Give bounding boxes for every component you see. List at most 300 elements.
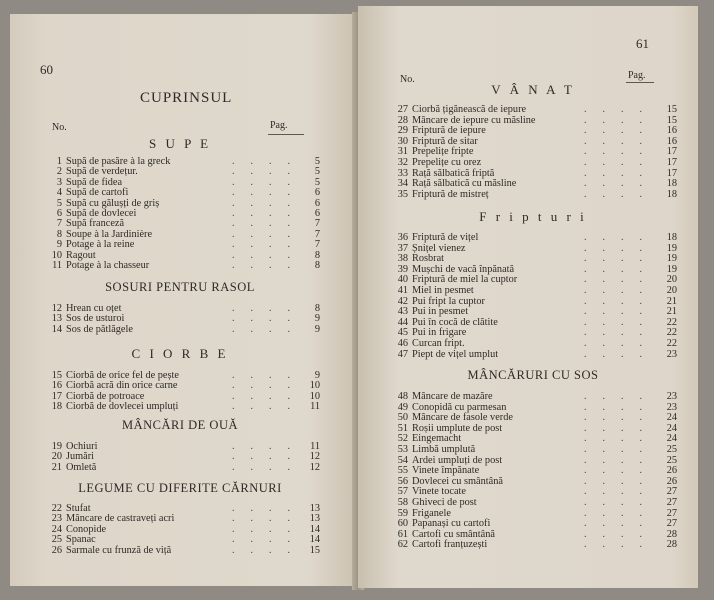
section-title: V Â N A T — [491, 82, 575, 97]
entry-title: Supă franceză — [66, 218, 125, 230]
entry-number: 7 — [56, 218, 62, 230]
entry-number: 3 — [56, 176, 62, 188]
entry-page: 17 — [666, 167, 677, 179]
entry-number: 29 — [397, 125, 408, 137]
entry-page: 9 — [314, 370, 320, 381]
entry-title: Ciorbă acră din orice carne — [66, 380, 178, 392]
entry-number: 33 — [397, 167, 408, 179]
entry-page: 23 — [666, 348, 677, 360]
leader-dots: .... — [232, 249, 306, 261]
leader-dots: .... — [232, 197, 306, 209]
entry-page: 15 — [666, 114, 677, 126]
leader-dots: .... — [584, 125, 658, 137]
toc-entry — [50, 545, 320, 556]
entry-title: Conopidă cu parmesan — [412, 401, 507, 413]
leader-dots: .... — [584, 263, 658, 275]
entry-page: 17 — [666, 146, 677, 158]
leader-dots: .... — [232, 176, 306, 188]
entry-number: 1 — [56, 156, 62, 167]
toc-entry — [50, 503, 320, 514]
entry-number: 20 — [51, 451, 62, 463]
toc-entry — [396, 136, 690, 147]
entry-page: 18 — [666, 232, 677, 243]
entry-title: Șnițel vienez — [412, 242, 466, 254]
entry-page: 24 — [666, 422, 677, 434]
toc-entry — [396, 243, 690, 254]
leader-dots: .... — [584, 518, 658, 530]
header-rule — [268, 134, 304, 135]
entry-number: 34 — [397, 178, 408, 190]
toc-entry — [396, 306, 690, 317]
entry-number: 32 — [397, 157, 408, 168]
entry-number: 31 — [397, 146, 408, 158]
entry-title: Ciorbă țigănească de iepure — [412, 104, 527, 115]
toc-entry — [50, 187, 320, 198]
entry-title: Friganele — [412, 507, 451, 519]
toc-entry — [396, 285, 690, 296]
toc-entry — [396, 402, 690, 413]
leader-dots: .... — [232, 239, 306, 251]
entry-page: 6 — [314, 208, 320, 219]
entry-title: Friptură de iepure — [412, 125, 486, 137]
toc-entry — [50, 391, 320, 402]
leader-dots: .... — [232, 260, 306, 271]
leader-dots: .... — [584, 295, 658, 307]
entry-number: 55 — [397, 465, 408, 477]
toc-entry — [396, 444, 690, 455]
entry-number: 14 — [51, 323, 62, 335]
entry-number: 50 — [397, 412, 408, 424]
entry-page: 24 — [666, 433, 677, 445]
toc-entry — [50, 250, 320, 261]
toc-entry — [396, 146, 690, 157]
leader-dots: .... — [232, 461, 306, 473]
toc-entry — [50, 198, 320, 209]
entry-title: Mâncare de iepure cu măsline — [412, 114, 536, 126]
entry-number: 30 — [397, 135, 408, 147]
entry-page: 18 — [666, 178, 677, 190]
leader-dots: .... — [232, 390, 306, 402]
leader-dots: .... — [584, 327, 658, 339]
col-pag-header: Pag. — [270, 120, 288, 131]
entry-page: 16 — [666, 125, 677, 137]
entry-number: 25 — [51, 534, 62, 546]
entry-title: Prepelițe fripte — [412, 146, 474, 158]
entry-number: 18 — [51, 401, 62, 413]
entry-number: 4 — [56, 187, 62, 199]
entry-title: Hrean cu oțet — [66, 303, 122, 314]
leader-dots: .... — [584, 401, 658, 413]
leader-dots: .... — [232, 370, 306, 381]
leader-dots: .... — [584, 507, 658, 519]
toc-entry — [396, 539, 690, 550]
toc-entry — [50, 534, 320, 545]
toc-entry — [50, 313, 320, 324]
entry-title: Spanac — [66, 534, 96, 546]
entry-number: 36 — [397, 232, 408, 243]
col-pag-header-right: Pag. — [628, 70, 646, 81]
leader-dots: .... — [584, 539, 658, 551]
toc-entry — [396, 157, 690, 168]
entry-page: 25 — [666, 454, 677, 466]
page-number-left: 60 — [40, 62, 53, 77]
entry-number: 22 — [51, 503, 62, 514]
entry-title: Sarmale cu frunză de viță — [66, 544, 172, 556]
entry-title: Papanași cu cartofi — [412, 518, 491, 530]
entry-number: 8 — [56, 228, 62, 240]
entry-page: 19 — [666, 242, 677, 254]
entry-title: Miel in pesmet — [412, 285, 474, 296]
entry-title: Supă de pasăre à la greck — [66, 156, 171, 167]
entry-number: 48 — [397, 391, 408, 402]
entry-title: Soupe à la Jardinière — [66, 228, 153, 240]
toc-entry — [396, 232, 690, 243]
entry-page: 11 — [310, 441, 320, 452]
toc-entry — [50, 166, 320, 177]
leader-dots: .... — [232, 534, 306, 546]
toc-entry — [396, 433, 690, 444]
entry-number: 26 — [51, 544, 62, 556]
leader-dots: .... — [584, 306, 658, 318]
entry-number: 38 — [397, 253, 408, 265]
entry-number: 53 — [397, 444, 408, 455]
leader-dots: .... — [584, 242, 658, 254]
entry-title: Rață sălbatică friptă — [412, 167, 495, 179]
entry-title: Potage à la reine — [66, 239, 135, 251]
entry-page: 13 — [309, 503, 320, 514]
entry-title: Curcan fript. — [412, 338, 465, 349]
page-number-right: 61 — [636, 36, 649, 51]
entry-page: 15 — [666, 104, 677, 115]
leader-dots: .... — [584, 444, 658, 455]
toc-entry — [396, 455, 690, 466]
entry-number: 15 — [51, 370, 62, 381]
toc-entry — [50, 218, 320, 229]
entry-title: Friptură de mistreț — [412, 188, 489, 200]
leader-dots: .... — [584, 114, 658, 126]
leader-dots: .... — [232, 523, 306, 535]
entry-page: 19 — [666, 253, 677, 265]
toc-entry — [396, 296, 690, 307]
toc-entry — [50, 229, 320, 240]
entry-page: 20 — [666, 285, 677, 296]
toc-entry — [396, 497, 690, 508]
leader-dots: .... — [232, 323, 306, 335]
entry-page: 21 — [666, 306, 677, 318]
entry-number: 37 — [397, 242, 408, 254]
leader-dots: .... — [232, 313, 306, 325]
entry-page: 23 — [666, 401, 677, 413]
leader-dots: .... — [232, 208, 306, 219]
entry-page: 18 — [666, 188, 677, 200]
entry-page: 22 — [666, 327, 677, 339]
entry-title: Ragout — [66, 249, 96, 261]
leader-dots: .... — [584, 412, 658, 424]
leader-dots: .... — [584, 454, 658, 466]
toc-entry — [396, 349, 690, 360]
leader-dots: .... — [584, 316, 658, 328]
entry-page: 12 — [309, 461, 320, 473]
entry-number: 39 — [397, 263, 408, 275]
entry-number: 16 — [51, 380, 62, 392]
entry-page: 27 — [666, 518, 677, 530]
entry-page: 14 — [309, 523, 320, 535]
leader-dots: .... — [584, 486, 658, 498]
toc-entry — [396, 508, 690, 519]
entry-title: Vinete tocate — [412, 486, 466, 498]
section-title: C I O R B E — [131, 346, 229, 361]
toc-entry — [396, 486, 690, 497]
entry-page: 23 — [666, 391, 677, 402]
entry-page: 14 — [309, 534, 320, 546]
entry-title: Ciorbă de dovlecei umpluți — [66, 401, 179, 413]
entry-page: 28 — [666, 539, 677, 551]
entry-page: 19 — [666, 263, 677, 275]
left-page — [10, 14, 362, 586]
page-title: CUPRINSUL — [140, 90, 233, 106]
entry-page: 7 — [314, 228, 320, 240]
leader-dots: .... — [584, 433, 658, 445]
toc-entry — [396, 518, 690, 529]
entry-title: Friptură de sitar — [412, 135, 478, 147]
leader-dots: .... — [584, 285, 658, 296]
entry-number: 46 — [397, 338, 408, 349]
entry-page: 5 — [314, 166, 320, 178]
entry-page: 10 — [309, 390, 320, 402]
entry-title: Supă de cartofi — [66, 187, 129, 199]
leader-dots: .... — [232, 303, 306, 314]
leader-dots: .... — [584, 528, 658, 540]
entry-number: 49 — [397, 401, 408, 413]
entry-number: 35 — [397, 188, 408, 200]
section-title: MÂNCĂRURI CU SOS — [467, 368, 599, 382]
entry-page: 24 — [666, 412, 677, 424]
leader-dots: .... — [232, 156, 306, 167]
entry-number: 10 — [51, 249, 62, 261]
entry-title: Ciorbă de orice fel de pește — [66, 370, 179, 381]
entry-number: 62 — [397, 539, 408, 551]
entry-title: Rosbrat — [412, 253, 445, 265]
entry-title: Ochiuri — [66, 441, 98, 452]
entry-number: 57 — [397, 486, 408, 498]
leader-dots: .... — [584, 188, 658, 200]
entry-page: 27 — [666, 486, 677, 498]
toc-entry — [50, 441, 320, 452]
entry-title: Ciorbă de potroace — [66, 390, 145, 402]
leader-dots: .... — [232, 401, 306, 413]
toc-entry — [50, 513, 320, 524]
entry-page: 15 — [309, 544, 320, 556]
entry-page: 6 — [314, 187, 320, 199]
entry-number: 19 — [51, 441, 62, 452]
toc-entry — [396, 423, 690, 434]
toc-entry — [50, 380, 320, 391]
entry-number: 40 — [397, 274, 408, 286]
toc-entry — [396, 253, 690, 264]
leader-dots: .... — [584, 274, 658, 286]
leader-dots: .... — [232, 503, 306, 514]
toc-entry — [396, 391, 690, 402]
entry-number: 27 — [397, 104, 408, 115]
entry-page: 25 — [666, 444, 677, 455]
toc-entry — [396, 476, 690, 487]
entry-number: 11 — [52, 260, 62, 271]
entry-page: 27 — [666, 507, 677, 519]
entry-number: 56 — [397, 475, 408, 487]
entry-title: Prepelițe cu orez — [412, 157, 482, 168]
entry-title: Omletă — [66, 461, 97, 473]
entry-title: Mâncare de fasole verde — [412, 412, 513, 424]
toc-entry — [396, 412, 690, 423]
entry-title: Supă de fidea — [66, 176, 123, 188]
entry-number: 52 — [397, 433, 408, 445]
toc-entry — [396, 115, 690, 126]
entry-title: Piept de vițel umplut — [412, 348, 499, 360]
toc-entry — [50, 156, 320, 167]
leader-dots: .... — [232, 513, 306, 525]
leader-dots: .... — [232, 441, 306, 452]
leader-dots: .... — [584, 497, 658, 508]
entry-page: 5 — [314, 156, 320, 167]
entry-page: 8 — [314, 303, 320, 314]
entry-page: 27 — [666, 497, 677, 508]
leader-dots: .... — [232, 228, 306, 240]
leader-dots: .... — [584, 391, 658, 402]
entry-title: Eingemacht — [412, 433, 462, 445]
entry-number: 42 — [397, 295, 408, 307]
toc-entry — [396, 317, 690, 328]
leader-dots: .... — [232, 544, 306, 556]
leader-dots: .... — [232, 218, 306, 230]
leader-dots: .... — [232, 166, 306, 178]
entry-title: Friptură de vițel — [412, 232, 479, 243]
entry-page: 5 — [314, 176, 320, 188]
entry-page: 12 — [309, 451, 320, 463]
toc-entry — [396, 327, 690, 338]
entry-title: Sos de usturoi — [66, 313, 125, 325]
entry-title: Jumări — [66, 451, 95, 463]
entry-number: 58 — [397, 497, 408, 508]
entry-number: 23 — [51, 513, 62, 525]
entry-title: Mâncare de mazăre — [412, 391, 493, 402]
toc-entry — [396, 274, 690, 285]
toc-entry — [396, 264, 690, 275]
entry-title: Stufat — [66, 503, 91, 514]
entry-number: 41 — [397, 285, 408, 296]
entry-page: 8 — [314, 260, 320, 271]
toc-entry — [50, 370, 320, 381]
entry-page: 22 — [666, 316, 677, 328]
entry-title: Mușchi de vacă înpănată — [412, 263, 515, 275]
entry-number: 47 — [397, 348, 408, 360]
entry-page: 6 — [314, 197, 320, 209]
entry-title: Supă de verdețur. — [66, 166, 138, 178]
entry-number: 59 — [397, 507, 408, 519]
entry-title: Supă cu gălușți de griș — [66, 197, 160, 209]
entry-title: Cartofi franțuzești — [412, 539, 488, 551]
entry-number: 21 — [51, 461, 62, 473]
entry-page: 7 — [314, 218, 320, 230]
toc-entry — [50, 324, 320, 335]
entry-number: 2 — [56, 166, 62, 178]
entry-title: Pui in pesmet — [412, 306, 469, 318]
entry-title: Conopide — [66, 523, 107, 535]
entry-number: 5 — [56, 197, 62, 209]
entry-page: 8 — [314, 249, 320, 261]
entry-page: 10 — [309, 380, 320, 392]
leader-dots: .... — [584, 465, 658, 477]
leader-dots: .... — [584, 253, 658, 265]
leader-dots: .... — [584, 167, 658, 179]
entry-title: Pui fript la cuptor — [412, 295, 485, 307]
entry-number: 28 — [397, 114, 408, 126]
leader-dots: .... — [584, 422, 658, 434]
leader-dots: .... — [584, 338, 658, 349]
leader-dots: .... — [584, 232, 658, 243]
toc-entry — [50, 303, 320, 314]
entry-number: 24 — [51, 523, 62, 535]
entry-number: 44 — [397, 316, 408, 328]
toc-entry — [50, 401, 320, 412]
entry-page: 22 — [666, 338, 677, 349]
entry-title: Cartofi cu smântână — [412, 528, 495, 540]
section-title: SOSURI PENTRU RASOL — [105, 280, 255, 294]
entry-number: 54 — [397, 454, 408, 466]
entry-number: 9 — [56, 239, 62, 251]
entry-title: Limbă umplută — [412, 444, 476, 455]
entry-title: Vinete împănate — [412, 465, 480, 477]
toc-entry — [396, 178, 690, 189]
entry-number: 13 — [51, 313, 62, 325]
leader-dots: .... — [584, 146, 658, 158]
entry-number: 51 — [397, 422, 408, 434]
leader-dots: .... — [232, 451, 306, 463]
section-title: F r i p t u r i — [479, 209, 587, 224]
entry-page: 20 — [666, 274, 677, 286]
entry-page: 26 — [666, 465, 677, 477]
entry-page: 7 — [314, 239, 320, 251]
entry-title: Potage à la chasseur — [66, 260, 150, 271]
entry-number: 60 — [397, 518, 408, 530]
leader-dots: .... — [584, 157, 658, 168]
entry-title: Pui în cocă de clătite — [412, 316, 498, 328]
entry-title: Rață sălbatică cu măsline — [412, 178, 517, 190]
entry-title: Ghiveci de post — [412, 497, 477, 508]
entry-page: 21 — [666, 295, 677, 307]
toc-entry — [396, 168, 690, 179]
toc-entry — [50, 451, 320, 462]
toc-entry — [50, 208, 320, 219]
entry-number: 43 — [397, 306, 408, 318]
toc-entry — [396, 529, 690, 540]
entry-page: 26 — [666, 475, 677, 487]
leader-dots: .... — [232, 187, 306, 199]
toc-entry — [50, 239, 320, 250]
section-title: LEGUME CU DIFERITE CĂRNURI — [78, 481, 282, 495]
col-no-header: No. — [52, 122, 67, 133]
entry-title: Friptură de miel la cuptor — [412, 274, 518, 286]
entry-page: 11 — [310, 401, 320, 413]
entry-page: 16 — [666, 135, 677, 147]
toc-entry — [396, 125, 690, 136]
entry-page: 28 — [666, 528, 677, 540]
toc-entry — [50, 462, 320, 473]
entry-number: 12 — [51, 303, 62, 314]
leader-dots: .... — [584, 348, 658, 360]
col-no-header-right: No. — [400, 74, 415, 85]
toc-entry — [396, 338, 690, 349]
entry-page: 17 — [666, 157, 677, 168]
